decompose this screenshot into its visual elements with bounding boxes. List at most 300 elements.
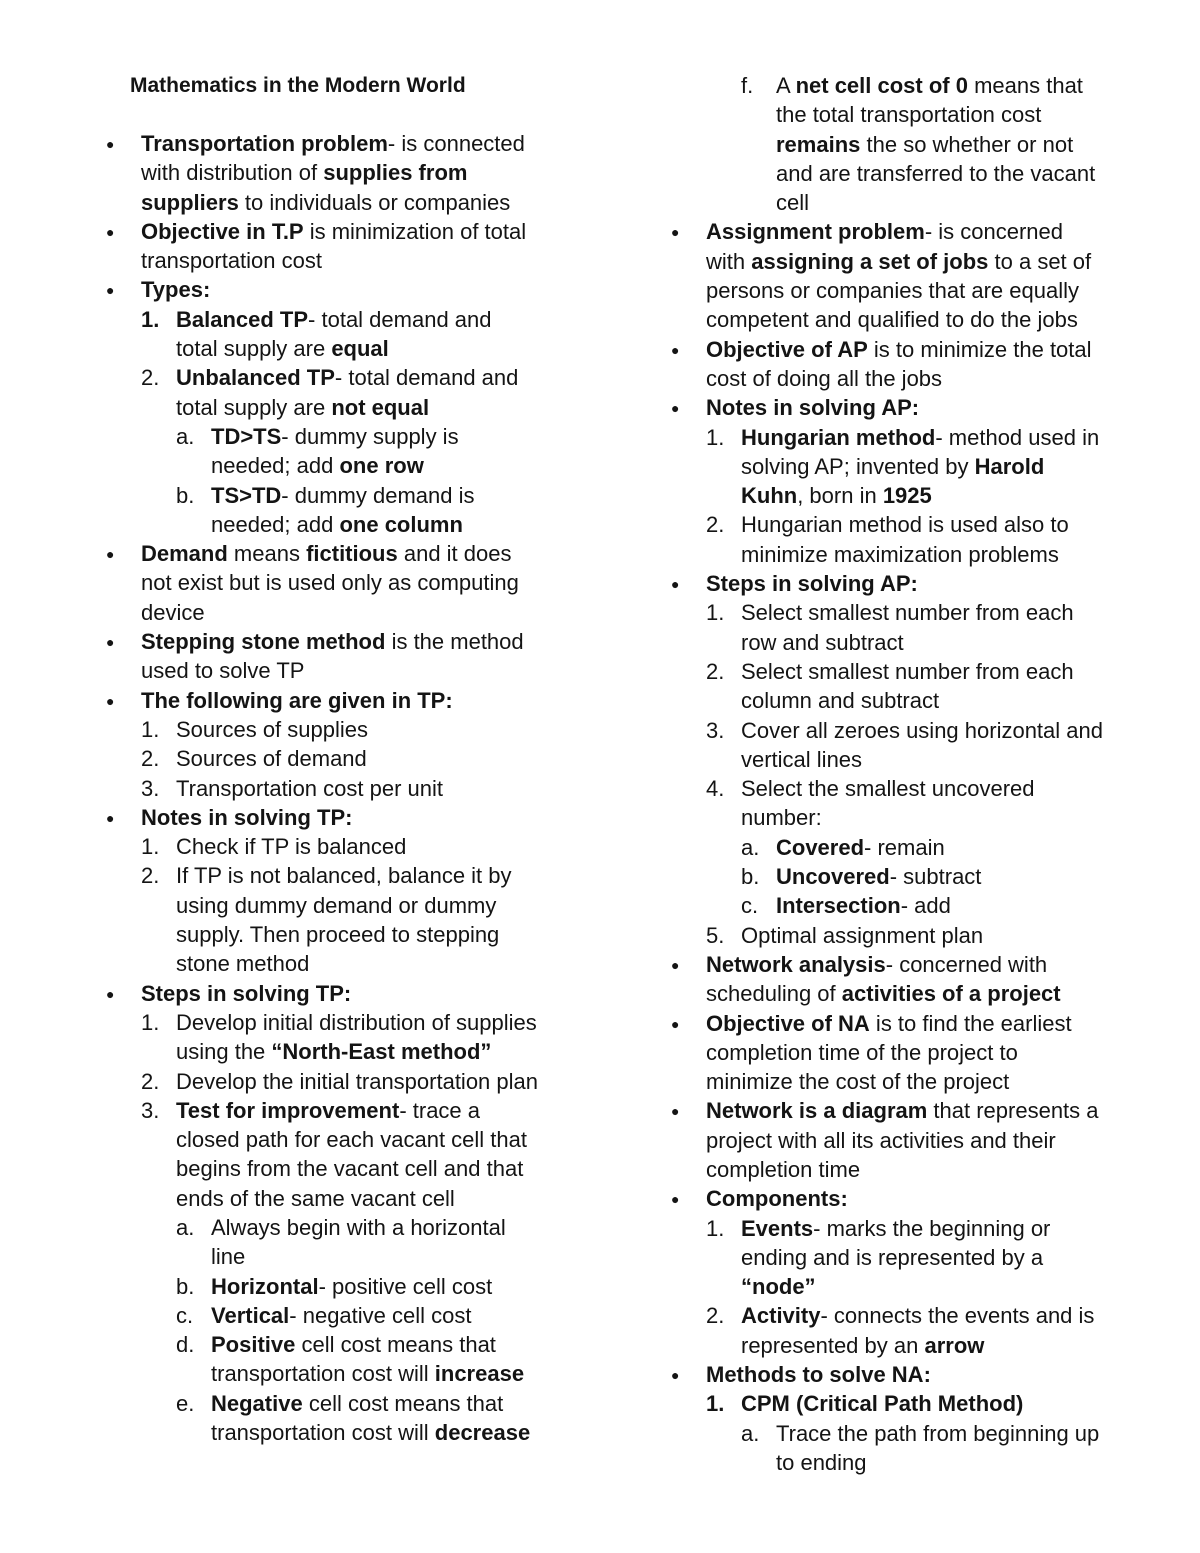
line-text: [741, 1243, 1043, 1272]
bold-text: Activity: [741, 1303, 821, 1329]
line-text: [211, 1389, 503, 1418]
text-segment: supply. Then proceed to stepping: [176, 922, 500, 948]
line-text: [176, 832, 406, 861]
bold-text: suppliers: [141, 189, 239, 215]
line-text: [176, 1067, 538, 1096]
text-line: [668, 510, 1138, 539]
bullet-icon: ●: [671, 400, 680, 417]
list-marker: 2.: [141, 863, 160, 889]
line-text: [141, 598, 205, 627]
text-line: [668, 364, 1138, 393]
bold-text: Negative: [211, 1390, 303, 1416]
list-marker: b.: [176, 482, 195, 508]
line-text: [706, 1155, 860, 1184]
text-line: [103, 744, 573, 773]
text-segment: transportation cost: [141, 248, 322, 274]
text-line: [668, 217, 1138, 246]
line-text: [776, 188, 809, 217]
text-line: [103, 920, 573, 949]
list-marker: a.: [176, 423, 195, 449]
text-line: [103, 1418, 573, 1447]
list-marker: d.: [176, 1332, 195, 1358]
text-segment: - positive cell cost: [318, 1273, 493, 1299]
text-line: [668, 423, 1138, 452]
text-line: [103, 275, 573, 304]
text-line: [103, 481, 573, 510]
list-marker: e.: [176, 1390, 195, 1416]
text-line: [668, 1214, 1138, 1243]
bold-text: Demand: [141, 541, 228, 567]
text-line: [668, 276, 1138, 305]
list-marker: 2.: [706, 512, 725, 538]
text-segment: row and subtract: [741, 629, 904, 655]
text-line: [103, 949, 573, 978]
text-segment: begins from the vacant cell and that: [176, 1156, 524, 1182]
bold-text: Covered: [776, 834, 865, 860]
text-segment: not exist but is used only as computing: [141, 570, 519, 596]
line-text: [776, 862, 981, 891]
text-segment: represented by an: [741, 1332, 925, 1358]
text-segment: Sources of supplies: [176, 716, 368, 742]
line-text: [741, 510, 1069, 539]
bold-text: Notes in solving TP:: [141, 804, 353, 830]
list-marker: 1.: [141, 306, 160, 332]
bold-text: “North-East method”: [271, 1039, 492, 1065]
list-marker: 1.: [141, 716, 160, 742]
bold-text: one row: [339, 453, 424, 479]
bold-text: “node”: [741, 1274, 816, 1300]
text-line: [668, 1009, 1138, 1038]
line-text: [211, 481, 474, 510]
bold-text: Events: [741, 1215, 814, 1241]
text-segment: - method used in: [935, 424, 1100, 450]
line-text: [141, 656, 304, 685]
text-line: [668, 598, 1138, 627]
text-line: [668, 745, 1138, 774]
text-segment: - negative cell cost: [289, 1302, 472, 1328]
list-marker: 4.: [706, 776, 725, 802]
line-text: [706, 569, 918, 598]
bullet-icon: ●: [671, 224, 680, 241]
text-segment: and are transferred to the vacant: [776, 160, 1096, 186]
text-segment: to individuals or companies: [238, 189, 511, 215]
line-text: [706, 393, 919, 422]
bold-text: Assignment problem: [706, 219, 925, 245]
text-line: [668, 247, 1138, 276]
bullet-icon: ●: [106, 809, 115, 826]
list-marker: 1.: [706, 1215, 725, 1241]
text-segment: the total transportation cost: [776, 102, 1042, 128]
text-line: [103, 539, 573, 568]
line-text: [176, 363, 518, 392]
bold-text: Steps in solving TP:: [141, 980, 352, 1006]
text-line: [103, 891, 573, 920]
right-column: [668, 71, 1138, 1477]
text-line: [103, 979, 573, 1008]
bullet-icon: ●: [106, 634, 115, 651]
text-line: [103, 598, 573, 627]
text-line: [103, 129, 573, 158]
text-segment: Select the smallest uncovered: [741, 776, 1035, 802]
text-segment: used to solve TP: [141, 658, 305, 684]
text-line: [103, 686, 573, 715]
text-segment: is minimization of total: [303, 218, 527, 244]
bullet-icon: ●: [671, 1103, 680, 1120]
text-line: [103, 1008, 573, 1037]
text-segment: with distribution of: [141, 160, 324, 186]
text-segment: solving AP; invented by: [741, 453, 975, 479]
text-line: [668, 1155, 1138, 1184]
bold-text: Uncovered: [776, 864, 890, 890]
line-text: [176, 1154, 523, 1183]
text-segment: Select smallest number from each: [741, 600, 1074, 626]
bold-text: Intersection: [776, 893, 901, 919]
bold-text: Vertical: [211, 1302, 290, 1328]
text-segment: - subtract: [889, 864, 982, 890]
text-line: [668, 159, 1138, 188]
text-line: [103, 1067, 573, 1096]
line-text: [741, 1301, 1094, 1330]
text-line: [103, 1125, 573, 1154]
text-line: [668, 569, 1138, 598]
line-text: [211, 422, 459, 451]
bold-text: remains: [776, 131, 861, 157]
line-text: [706, 1126, 1056, 1155]
list-marker: 2.: [706, 1303, 725, 1329]
text-segment: and it does: [397, 541, 512, 567]
text-segment: minimize maximization problems: [741, 541, 1059, 567]
text-line: [668, 1184, 1138, 1213]
text-segment: project with all its activities and their: [706, 1127, 1056, 1153]
line-text: [706, 335, 1092, 364]
bold-text: CPM (Critical Path Method): [741, 1391, 1024, 1417]
line-text: [741, 686, 939, 715]
text-segment: - total demand and: [334, 365, 519, 391]
list-marker: 3.: [706, 717, 725, 743]
bold-text: increase: [434, 1361, 525, 1387]
text-line: [103, 861, 573, 890]
text-segment: Transportation cost per unit: [176, 775, 443, 801]
bold-text: 1925: [882, 483, 932, 509]
text-line: [668, 1448, 1138, 1477]
text-line: [103, 188, 573, 217]
text-line: [668, 481, 1138, 510]
text-line: [103, 1096, 573, 1125]
text-line: [668, 1067, 1138, 1096]
bullet-icon: ●: [106, 282, 115, 299]
text-segment: vertical lines: [741, 746, 863, 772]
text-segment: , born in: [797, 483, 883, 509]
line-text: [176, 1125, 527, 1154]
bullet-icon: ●: [671, 1367, 680, 1384]
text-line: [103, 510, 573, 539]
line-text: [176, 393, 429, 422]
text-line: [668, 130, 1138, 159]
text-line: [103, 1213, 573, 1242]
line-text: [176, 1037, 491, 1066]
bullet-icon: ●: [106, 223, 115, 240]
text-line: [103, 393, 573, 422]
text-line: [103, 1154, 573, 1183]
text-segment: - dummy demand is: [281, 482, 475, 508]
text-line: [668, 891, 1138, 920]
line-text: [141, 539, 511, 568]
line-text: [706, 364, 942, 393]
line-text: [741, 716, 1103, 745]
bold-text: Hungarian method: [741, 424, 936, 450]
line-text: [741, 1389, 1023, 1418]
text-line: [668, 100, 1138, 129]
bold-text: TD>TS: [211, 423, 282, 449]
bold-text: equal: [331, 336, 389, 362]
bullet-icon: ●: [671, 341, 680, 358]
bold-text: decrease: [434, 1420, 531, 1446]
bold-text: arrow: [924, 1332, 985, 1358]
text-segment: to a set of: [988, 248, 1092, 274]
bold-text: The following are given in TP:: [141, 687, 453, 713]
text-line: [668, 1038, 1138, 1067]
bold-text: Kuhn: [741, 483, 798, 509]
left-column: [103, 129, 573, 1447]
text-line: [668, 921, 1138, 950]
text-segment: completion time of the project to: [706, 1039, 1018, 1065]
bullet-icon: ●: [671, 1015, 680, 1032]
text-line: [668, 1243, 1138, 1272]
bold-text: Unbalanced TP: [176, 365, 335, 391]
text-segment: - marks the beginning or: [813, 1215, 1051, 1241]
text-line: [103, 774, 573, 803]
line-text: [706, 1184, 848, 1213]
text-segment: with: [706, 248, 752, 274]
text-segment: total supply are: [176, 394, 332, 420]
bold-text: Harold: [974, 453, 1045, 479]
text-segment: ends of the same vacant cell: [176, 1185, 455, 1211]
bold-text: Test for improvement: [176, 1097, 400, 1123]
line-text: [741, 540, 1059, 569]
list-marker: 5.: [706, 922, 725, 948]
text-segment: line: [211, 1244, 246, 1270]
text-line: [103, 568, 573, 597]
text-segment: - dummy supply is: [281, 423, 459, 449]
text-line: [668, 1096, 1138, 1125]
text-segment: using the: [176, 1039, 272, 1065]
text-segment: means: [227, 541, 307, 567]
text-line: [103, 217, 573, 246]
line-text: [741, 745, 862, 774]
text-segment: - is connected: [387, 131, 525, 156]
list-marker: a.: [176, 1214, 195, 1240]
text-line: [103, 1330, 573, 1359]
list-marker: 1.: [706, 600, 725, 626]
text-segment: cost of doing all the jobs: [706, 365, 943, 391]
text-line: [668, 335, 1138, 364]
text-segment: Develop initial distribution of supplies: [176, 1009, 537, 1035]
line-text: [706, 950, 1047, 979]
text-segment: - add: [900, 893, 951, 919]
list-marker: 1.: [141, 1009, 160, 1035]
bold-text: assigning a set of jobs: [751, 248, 989, 274]
text-line: [103, 1037, 573, 1066]
line-text: [706, 1067, 1009, 1096]
bold-text: Components:: [706, 1186, 848, 1212]
bold-text: Objective of AP: [706, 336, 868, 362]
text-line: [103, 627, 573, 656]
list-marker: f.: [741, 73, 754, 98]
line-text: [706, 1009, 1072, 1038]
text-line: [668, 540, 1138, 569]
line-text: [176, 715, 368, 744]
line-text: [141, 217, 526, 246]
line-text: [211, 1301, 471, 1330]
bold-text: Notes in solving AP:: [706, 395, 920, 421]
text-line: [668, 716, 1138, 745]
text-segment: Sources of demand: [176, 746, 367, 772]
list-marker: 2.: [141, 365, 160, 391]
line-text: [176, 1096, 480, 1125]
text-line: [668, 1301, 1138, 1330]
line-text: [741, 803, 822, 832]
line-text: [776, 130, 1073, 159]
text-segment: device: [141, 599, 205, 625]
text-segment: Develop the initial transportation plan: [176, 1068, 539, 1094]
text-line: [103, 1389, 573, 1418]
text-segment: cell cost means that: [302, 1390, 504, 1416]
text-segment: to ending: [776, 1449, 867, 1475]
text-segment: minimize the cost of the project: [706, 1069, 1010, 1095]
line-text: [741, 1331, 984, 1360]
text-segment: is to minimize the total: [867, 336, 1092, 362]
text-line: [668, 1331, 1138, 1360]
line-text: [741, 1272, 816, 1301]
text-line: [668, 393, 1138, 422]
bold-text: Types:: [141, 277, 211, 303]
list-marker: 1.: [141, 834, 160, 860]
list-marker: 2.: [141, 1068, 160, 1094]
text-segment: Cover all zeroes using horizontal and: [741, 717, 1103, 743]
text-line: [103, 305, 573, 334]
text-segment: Check if TP is balanced: [176, 834, 407, 860]
text-segment: persons or companies that are equally: [706, 278, 1079, 304]
text-segment: If TP is not balanced, balance it by: [176, 863, 512, 889]
text-line: [103, 246, 573, 275]
bullet-icon: ●: [106, 692, 115, 709]
line-text: [741, 657, 1074, 686]
line-text: [176, 305, 492, 334]
text-line: [103, 451, 573, 480]
text-segment: Optimal assignment plan: [741, 922, 984, 948]
text-segment: completion time: [706, 1156, 861, 1182]
text-segment: total supply are: [176, 336, 332, 362]
text-segment: - total demand and: [308, 306, 492, 332]
line-text: [211, 1272, 492, 1301]
line-text: [741, 423, 1099, 452]
bullet-icon: ●: [106, 546, 115, 563]
text-line: [103, 1359, 573, 1388]
line-text: [776, 100, 1041, 129]
text-segment: cell cost means that: [295, 1332, 496, 1358]
line-text: [176, 949, 309, 978]
text-segment: - is concerned: [924, 219, 1063, 245]
line-text: [776, 159, 1095, 188]
line-text: [706, 1038, 1018, 1067]
text-line: [103, 656, 573, 685]
text-segment: - connects the events and is: [820, 1303, 1095, 1329]
line-text: [176, 334, 389, 363]
line-text: [141, 686, 453, 715]
bullet-icon: ●: [671, 956, 680, 973]
text-segment: transportation cost will: [211, 1420, 435, 1446]
line-text: [176, 891, 496, 920]
bold-text: Transportation problem: [141, 131, 388, 156]
bold-text: Stepping stone method: [141, 629, 386, 655]
text-segment: ending and is represented by a: [741, 1244, 1044, 1270]
list-marker: b.: [176, 1273, 195, 1299]
text-line: [103, 803, 573, 832]
list-marker: b.: [741, 864, 760, 890]
bold-text: Network is a diagram: [706, 1098, 928, 1124]
line-text: [211, 1359, 524, 1388]
bold-text: TS>TD: [211, 482, 282, 508]
text-segment: cell: [776, 190, 810, 216]
text-line: [103, 1242, 573, 1271]
bullet-icon: ●: [106, 136, 115, 152]
text-segment: Hungarian method is used also to: [741, 512, 1069, 538]
line-text: [211, 1330, 496, 1359]
text-segment: closed path for each vacant cell that: [176, 1127, 527, 1153]
line-text: [741, 1214, 1050, 1243]
line-text: [776, 71, 1083, 100]
text-segment: Select smallest number from each: [741, 658, 1074, 684]
text-line: [668, 1126, 1138, 1155]
line-text: [141, 188, 510, 217]
text-segment: the so whether or not: [860, 131, 1074, 157]
text-segment: is the method: [385, 629, 524, 655]
text-line: [103, 1272, 573, 1301]
line-text: [176, 1184, 455, 1213]
text-line: [668, 979, 1138, 1008]
text-segment: scheduling of: [706, 981, 842, 1007]
line-text: [706, 217, 1063, 246]
text-segment: competent and qualified to do the jobs: [706, 307, 1078, 333]
line-text: [741, 774, 1035, 803]
bold-text: Steps in solving AP:: [706, 571, 918, 597]
text-line: [668, 803, 1138, 832]
bullet-icon: ●: [106, 985, 115, 1002]
line-text: [776, 1419, 1099, 1448]
text-line: [668, 950, 1138, 979]
text-line: [668, 833, 1138, 862]
text-line: [668, 774, 1138, 803]
bold-text: Positive: [211, 1332, 296, 1358]
text-segment: column and subtract: [741, 688, 940, 714]
text-line: [668, 1419, 1138, 1448]
text-line: [668, 628, 1138, 657]
text-segment: that represents a: [927, 1098, 1099, 1124]
text-line: [668, 1360, 1138, 1389]
bold-text: not equal: [331, 394, 430, 420]
line-text: [211, 510, 463, 539]
list-marker: a.: [741, 1420, 760, 1446]
text-line: [668, 452, 1138, 481]
text-line: [103, 422, 573, 451]
text-segment: stone method: [176, 951, 310, 977]
line-text: [141, 246, 322, 275]
text-line: [103, 1301, 573, 1330]
text-line: [103, 158, 573, 187]
text-segment: Trace the path from beginning up: [776, 1420, 1100, 1446]
text-line: [668, 862, 1138, 891]
line-text: [141, 158, 467, 187]
